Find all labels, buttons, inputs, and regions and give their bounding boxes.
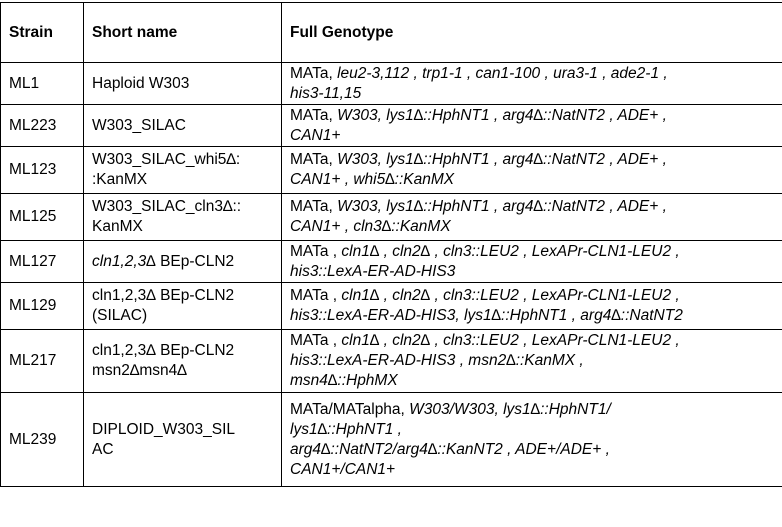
full-genotype-cell: [282, 330, 782, 393]
table-row: [1, 147, 782, 194]
full-genotype-cell: [282, 194, 782, 241]
short-name-cell: [84, 393, 282, 487]
genotype-segment: his3::LexA-ER-AD-HIS3, lys1∆::HphNT1 , arg4∆::NatNT2: [290, 307, 683, 324]
short-name-cell: [84, 147, 282, 194]
genotype-segment: CAN1+/CAN1+: [290, 460, 396, 478]
full-genotype-cell: [282, 105, 782, 147]
genotype-line: [290, 400, 776, 420]
genotype-line: [290, 106, 776, 126]
strain-cell: ML239: [1, 393, 84, 487]
genotype-line: [290, 306, 776, 326]
genotype-segment: MATa,: [290, 198, 338, 215]
header-strain: Strain: [1, 3, 84, 63]
genotype-segment: his3::LexA-ER-AD-HIS3: [290, 262, 456, 280]
genotype-line: [290, 331, 776, 351]
genotype-line: [290, 64, 776, 84]
short-name-line: cln1,2,3∆ BEp-CLN2: [92, 342, 235, 359]
header-short-name: Short name: [84, 3, 282, 63]
short-name-line: AC: [92, 440, 114, 458]
strain-cell: ML123: [1, 147, 84, 194]
strain-cell: ML223: [1, 105, 84, 147]
short-name-line: (SILAC): [92, 307, 148, 324]
genotype-segment: W303/W303, lys1∆::HphNT1/: [409, 400, 611, 418]
genotype-segment: MATa,: [290, 106, 338, 124]
genotype-line: [290, 371, 776, 391]
strain-genotype-table: [0, 2, 782, 487]
genotype-segment: W303, lys1∆::HphNT1 , arg4∆::NatNT2 , ADE+ ,: [337, 198, 667, 215]
genotype-segment: his3::LexA-ER-AD-HIS3 , msn2∆::KanMX ,: [290, 352, 584, 369]
genotype-segment: lys1∆::HphNT1 ,: [290, 420, 402, 438]
short-name-line: msn2∆msn4∆: [92, 362, 187, 379]
genotype-line: [290, 440, 776, 460]
table-row: [1, 241, 782, 283]
strain-cell: ML127: [1, 241, 84, 283]
strain-cell: ML125: [1, 194, 84, 241]
strain-cell: ML217: [1, 330, 84, 393]
genotype-segment: leu2-3,112 , trp1-1 , can1-100 , ura3-1 , ade2-1 ,: [337, 64, 668, 82]
genotype-segment: W303, lys1∆::HphNT1 , arg4∆::NatNT2 , ADE+ ,: [337, 151, 667, 168]
full-genotype-cell: [282, 241, 782, 283]
genotype-segment: msn4∆::HphMX: [290, 372, 398, 389]
genotype-segment: MATa ,: [290, 242, 342, 260]
full-genotype-cell: [282, 63, 782, 105]
strain-cell: ML1: [1, 63, 84, 105]
genotype-line: [290, 217, 776, 237]
genotype-segment: MATa ,: [290, 287, 342, 304]
genotype-segment: MATa,: [290, 151, 338, 168]
genotype-line: [290, 286, 776, 306]
short-name-line: W303_SILAC_whi5∆:: [92, 151, 241, 168]
short-name-cell: [84, 330, 282, 393]
short-name-part: cln1,2,3∆: [92, 252, 156, 270]
table-row: [1, 330, 782, 393]
table-row: [1, 393, 782, 487]
short-name-line: W303_SILAC_cln3∆::: [92, 198, 242, 215]
genotype-segment: cln1∆ , cln2∆ , cln3::LEU2 , LexAPr-CLN1-LEU2 ,: [341, 287, 680, 304]
genotype-line: [290, 150, 776, 170]
table-row: [1, 105, 782, 147]
genotype-segment: W303, lys1∆::HphNT1 , arg4∆::NatNT2 , ADE+ ,: [337, 106, 667, 124]
genotype-segment: arg4∆::NatNT2/arg4∆::KanNT2 , ADE+/ADE+ ,: [290, 440, 610, 458]
header-row: [1, 3, 782, 63]
short-name-cell: Haploid W303: [84, 63, 282, 105]
header-full-genotype: Full Genotype: [282, 3, 782, 63]
short-name-cell: [84, 194, 282, 241]
genotype-line: [290, 351, 776, 371]
short-name-line: DIPLOID_W303_SIL: [92, 420, 236, 438]
genotype-segment: CAN1+: [290, 126, 341, 144]
genotype-segment: his3-11,15: [290, 84, 362, 102]
genotype-line: [290, 262, 776, 282]
short-name-line: :KanMX: [92, 171, 148, 188]
genotype-line: [290, 197, 776, 217]
genotype-segment: MATa ,: [290, 332, 342, 349]
strain-cell: ML129: [1, 283, 84, 330]
genotype-segment: MATa,: [290, 64, 338, 82]
full-genotype-cell: [282, 147, 782, 194]
genotype-line: [290, 460, 776, 480]
genotype-line: [290, 420, 776, 440]
genotype-line: [290, 126, 776, 146]
short-name-cell: [84, 283, 282, 330]
short-name-line: KanMX: [92, 218, 143, 235]
genotype-segment: CAN1+ , whi5∆::KanMX: [290, 171, 455, 188]
table-row: [1, 63, 782, 105]
short-name-cell: [84, 241, 282, 283]
genotype-segment: CAN1+ , cln3∆::KanMX: [290, 218, 451, 235]
short-name-line: cln1,2,3∆ BEp-CLN2: [92, 287, 235, 304]
genotype-line: [290, 84, 776, 104]
full-genotype-cell: [282, 393, 782, 487]
genotype-segment: cln1∆ , cln2∆ , cln3::LEU2 , LexAPr-CLN1-LEU2 ,: [341, 332, 680, 349]
table-row: [1, 283, 782, 330]
genotype-line: [290, 242, 776, 262]
table-row: [1, 194, 782, 241]
genotype-segment: MATa/MATalpha,: [290, 400, 410, 418]
genotype-segment: cln1∆ , cln2∆ , cln3::LEU2 , LexAPr-CLN1-LEU2 ,: [341, 242, 680, 260]
genotype-line: [290, 170, 776, 190]
full-genotype-cell: [282, 283, 782, 330]
short-name-part: BEp-CLN2: [155, 252, 235, 270]
short-name-cell: W303_SILAC: [84, 105, 282, 147]
